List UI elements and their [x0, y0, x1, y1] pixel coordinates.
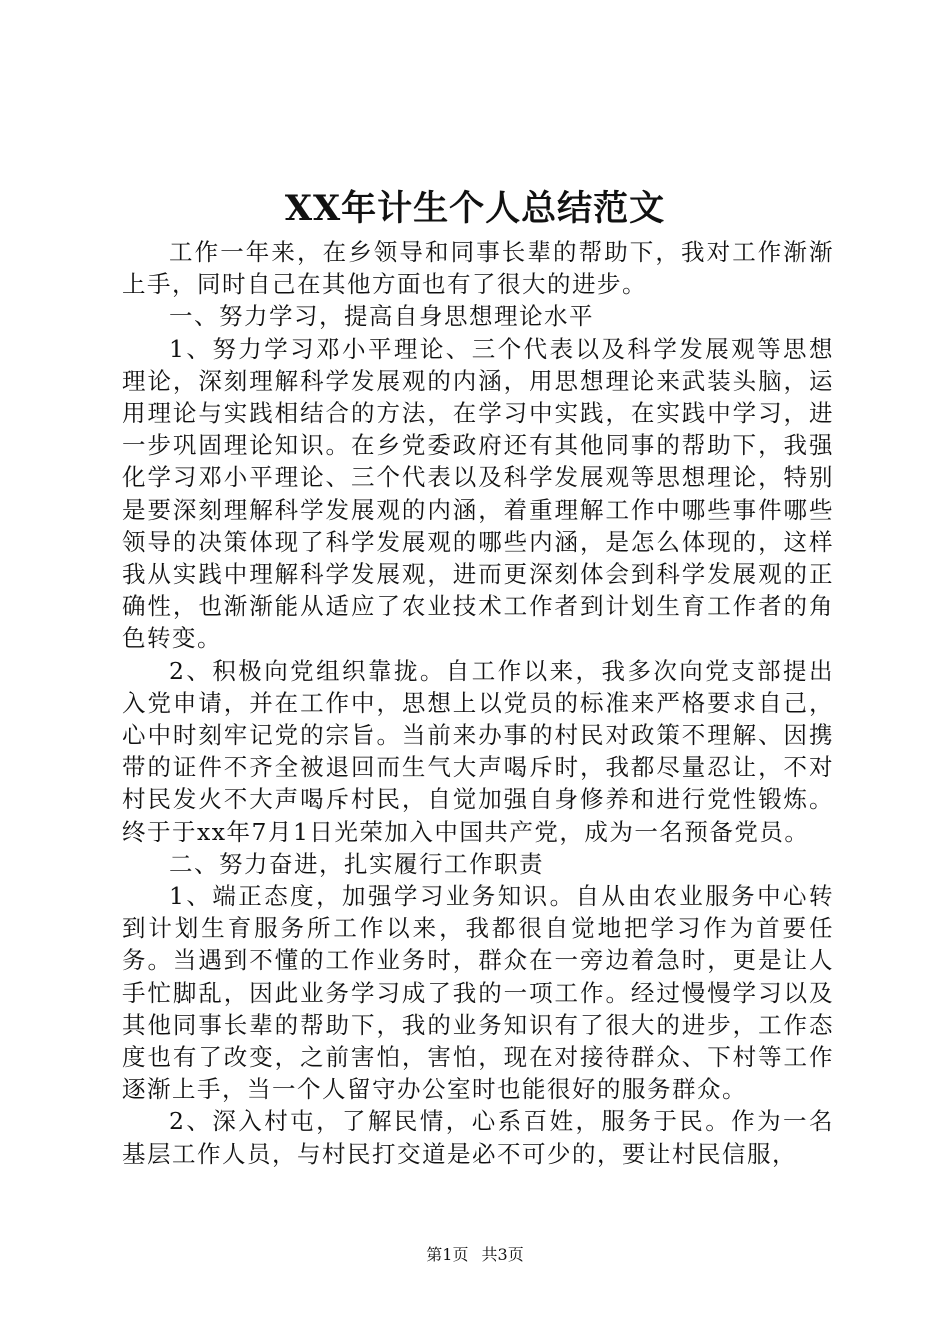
document-title: XX年计生个人总结范文 — [284, 188, 666, 229]
section-heading-1: 一、努力学习，提高自身思想理论水平 — [169, 302, 594, 331]
paragraph-intro: 工作一年来，在乡领导和同事长辈的帮助下，我对工作渐渐上手，同时自己在其他方面也有了很大的进步。 — [122, 238, 834, 299]
page-total: 共3页 — [481, 1245, 524, 1264]
paragraph-1-2: 2、积极向党组织靠拢。自工作以来，我多次向党支部提出入党申请，并在工作中，思想上以党员的标准来严格要求自己，心中时刻牢记党的宗旨。当前来办事的村民对政策不理解、因携带的证件不齐全被退回而生气大声喝斥时，我都尽量忍让，不对村民发火不大声喝斥村民，自觉加强自身修养和进行党性锻炼。终于于xx年7月1日光荣加入中国共产党，成为一名预备党员。 — [122, 656, 834, 846]
paragraph-2-2: 2、深入村屯，了解民情，心系百姓，服务于民。作为一名基层工作人员，与村民打交道是必不可少的，要让村民信服， — [122, 1107, 834, 1168]
page-number: 第1页 — [426, 1245, 469, 1264]
document-body — [122, 236, 834, 1170]
page-footer — [0, 1244, 950, 1266]
paragraph-1-1: 1、努力学习邓小平理论、三个代表以及科学发展观等思想理论，深刻理解科学发展观的内涵，用思想理论来武装头脑，运用理论与实践相结合的方法，在学习中实践，在实践中学习，进一步巩固理论知识。在乡党委政府还有其他同事的帮助下，我强化学习邓小平理论、三个代表以及科学发展观等思想理论，特别是要深刻理解科学发展观的内涵，着重理解工作中哪些事件哪些领导的决策体现了科学发展观的哪些内涵，是怎么体现的，这样我从实践中理解科学发展观，进而更深刻体会到科学发展观的正确性，也渐渐能从适应了农业技术工作者到计划生育工作者的角色转变。 — [122, 334, 834, 653]
section-heading-2: 二、努力奋进，扎实履行工作职责 — [169, 849, 544, 878]
paragraph-2-1: 1、端正态度，加强学习业务知识。自从由农业服务中心转到计划生育服务所工作以来，我都很自觉地把学习作为首要任务。当遇到不懂的工作业务时，群众在一旁边着急时，更是让人手忙脚乱，因此业务学习成了我的一项工作。经过慢慢学习以及其他同事长辈的帮助下，我的业务知识有了很大的进步，工作态度也有了改变，之前害怕，害怕，现在对接待群众、下村等工作逐渐上手，当一个人留守办公室时也能很好的服务群众。 — [122, 882, 834, 1104]
